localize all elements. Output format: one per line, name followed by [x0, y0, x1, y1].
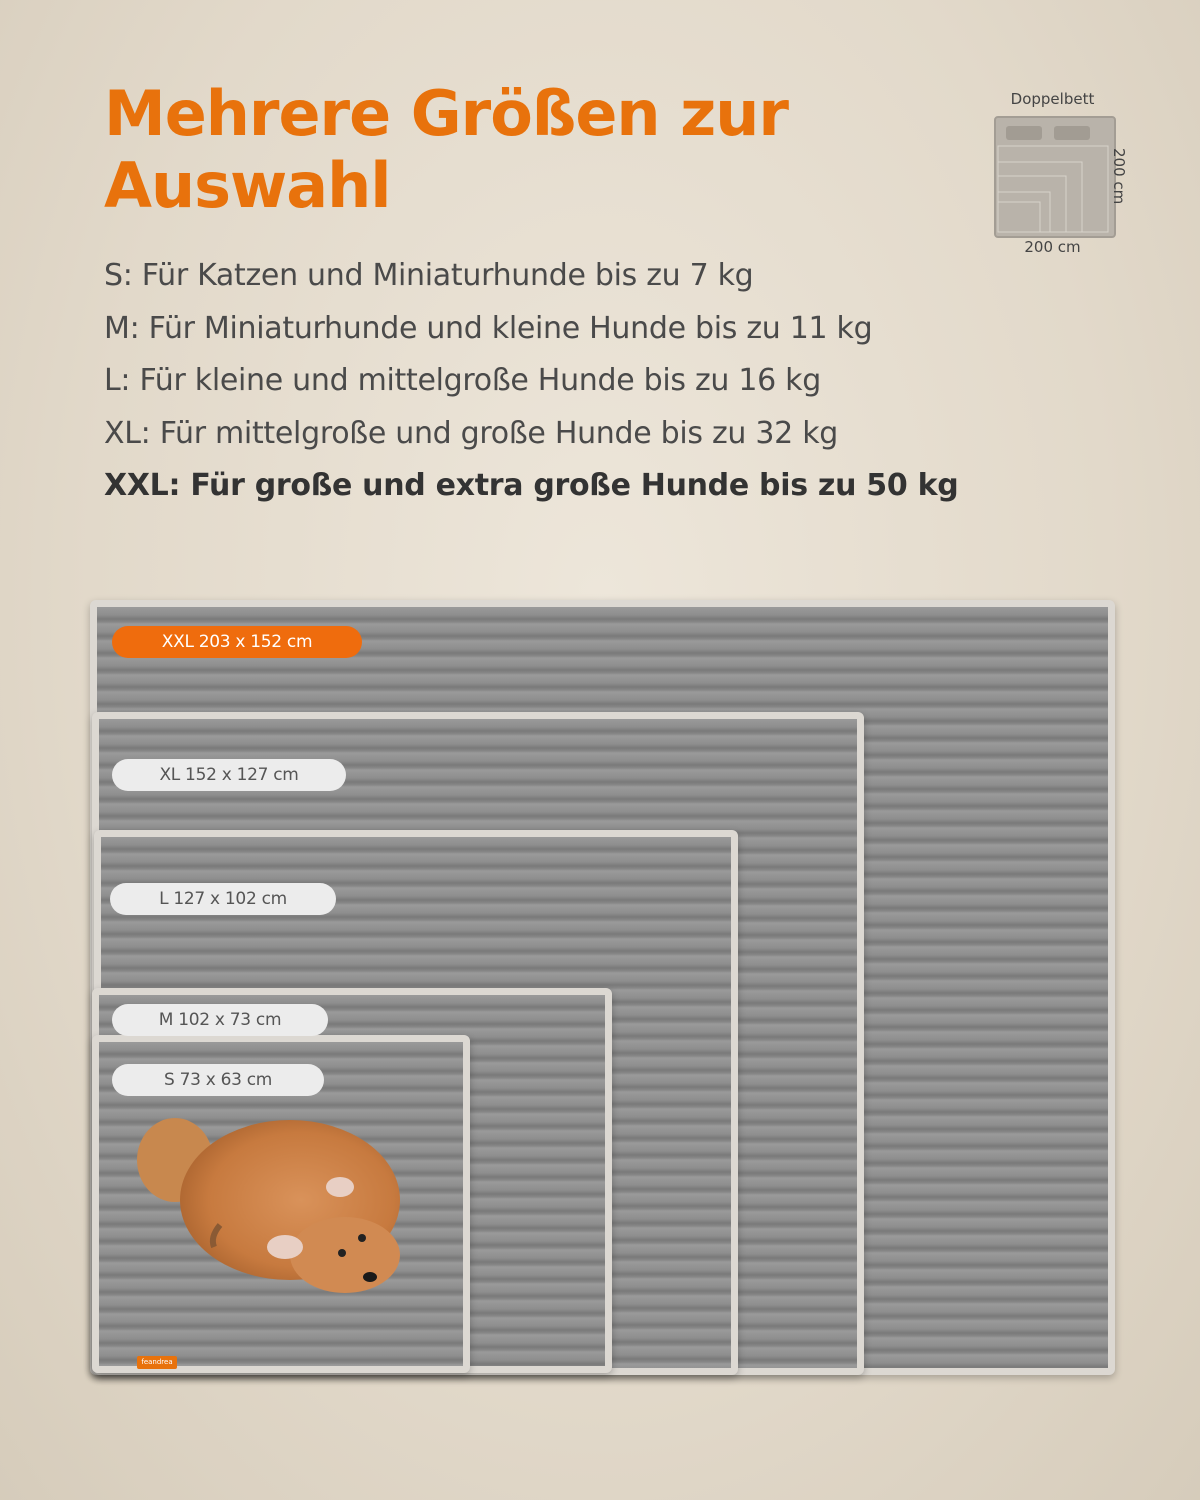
size-badge-xxl: XXL 203 x 152 cm [112, 626, 362, 658]
size-item-m: M: Für Miniaturhunde und kleine Hunde bis zu 11 kg [104, 310, 873, 346]
size-item-s: S: Für Katzen und Miniaturhunde bis zu 7 kg [104, 258, 754, 293]
size-badge-l: L 127 x 102 cm [110, 883, 336, 915]
dog-image [130, 1105, 410, 1295]
bed-label: Doppelbett [1010, 90, 1095, 108]
size-badge-s: S 73 x 63 cm [112, 1064, 324, 1096]
size-item-l: L: Für kleine und mittelgroße Hunde bis zu 16 kg [104, 363, 821, 398]
size-badge-xl: XL 152 x 127 cm [112, 759, 346, 791]
size-item-xxl: XXL: Für große und extra große Hunde bis zu 50 kg [104, 468, 959, 503]
bed-width-label: 200 cm [1024, 238, 1081, 256]
size-item-xl: XL: Für mittelgroße und große Hunde bis zu 32 kg [104, 415, 839, 451]
brand-tag: feandrea [137, 1356, 177, 1369]
size-badge-m: M 102 x 73 cm [112, 1004, 328, 1036]
bed-length-label: 200 cm [1110, 148, 1128, 205]
page-title: Mehrere Größen zur Auswahl [104, 77, 788, 222]
